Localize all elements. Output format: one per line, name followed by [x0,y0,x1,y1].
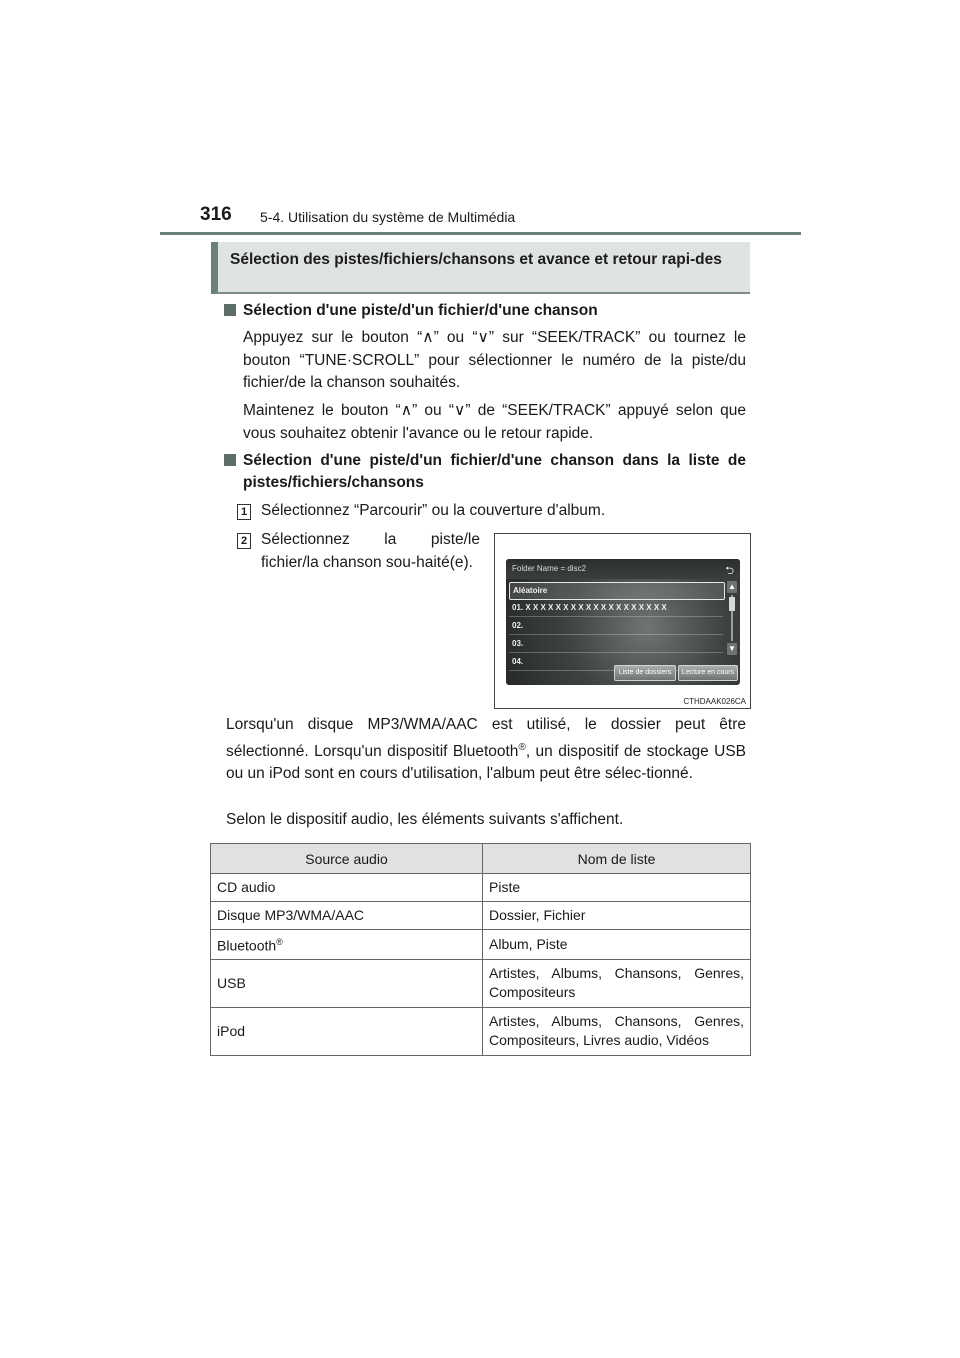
table-row [211,959,751,1007]
screenshot-figure [494,533,751,709]
subsection-heading-2: Sélection d'une piste/d'un fichier/d'une chanson dans la liste de pistes/fichiers/chansons [243,452,746,491]
scroll-up-icon[interactable]: ▲ [728,582,736,591]
page-number: 316 [200,204,232,225]
section-header [211,242,750,294]
chapter-title: 5-4. Utilisation du système de Multimédia [260,209,516,225]
bullet-icon [224,303,236,321]
back-arrow-icon[interactable]: ⮌ [725,565,734,577]
list-cell: Album, Piste [483,930,751,960]
step-2-text: Sélectionnez la piste/le fichier/la chanson sou-haité(e). [261,531,480,571]
list-item[interactable]: 03. [509,636,723,653]
subsection-heading-1: Sélection d'une piste/d'un fichier/d'une chanson [243,302,598,319]
scrollbar[interactable] [727,581,737,655]
list-names-table [210,843,751,1056]
column-header-source: Source audio [211,844,483,874]
step-number-1: 1 [237,504,251,520]
now-playing-button[interactable]: Lecture en cours [678,665,738,681]
step-1-text: Sélectionnez “Parcourir” ou la couverture d'album. [261,502,606,519]
list-item[interactable]: Aléatoire [509,582,725,600]
source-cell: CD audio [211,874,483,902]
table-row [211,874,751,902]
folder-list-button[interactable]: Liste de dossiers [614,665,676,681]
paragraph-seek-track: Appuyez sur le bouton “∧” ou “∨” sur “SEEK/TRACK” ou tournez le bouton “TUNE·SCROLL” pour sélectionner le numéro de la piste/du fichier/de la chanson souhaités. [243,329,746,391]
scroll-thumb[interactable] [729,597,735,611]
source-cell: USB [211,959,483,1007]
step-number-2: 2 [237,533,251,549]
table-row [211,1007,751,1055]
multimedia-screen [506,559,740,685]
list-item[interactable]: 02. [509,618,723,635]
table-row [211,930,751,960]
list-cell: Dossier, Fichier [483,902,751,930]
list-cell: Artistes, Albums, Chansons, Genres, Compositeurs [483,959,751,1007]
column-header-list-name: Nom de liste [483,844,751,874]
paragraph-selection-info: Lorsqu'un disque MP3/WMA/AAC est utilisé, le dossier peut être sélectionné. Lorsqu'un dispositif Bluetooth®, un dispositif de stockage USB ou un iPod sont en cours d'utilisation, l'album peut être sélec-tionné. [226,716,746,783]
paragraph-audio-device: Selon le dispositif audio, les éléments suivants s'affichent. [226,811,624,828]
figure-code: CTHDAAK026CA [683,697,746,706]
source-cell: iPod [211,1007,483,1055]
folder-name-label: Folder Name = disc2 [512,564,587,573]
paragraph-fast-forward: Maintenez le bouton “∧” ou “∨” de “SEEK/TRACK” appuyé selon que vous souhaitez obtenir l'avance ou le retour rapide. [243,402,746,442]
header-rule [160,232,801,235]
source-cell: Disque MP3/WMA/AAC [211,902,483,930]
list-item[interactable]: 01. X X X X X X X X X X X X X X X X X X X [509,600,723,617]
section-title: Sélection des pistes/fichiers/chansons et avance et retour rapi-des [230,251,722,268]
list-cell: Piste [483,874,751,902]
table-header-row [211,844,751,874]
bullet-icon [224,453,236,471]
list-cell: Artistes, Albums, Chansons, Genres, Compositeurs, Livres audio, Vidéos [483,1007,751,1055]
source-cell: Bluetooth® [211,930,483,960]
table-row [211,902,751,930]
scroll-down-icon[interactable]: ▼ [728,644,736,653]
list-item[interactable]: 04. [509,654,723,671]
